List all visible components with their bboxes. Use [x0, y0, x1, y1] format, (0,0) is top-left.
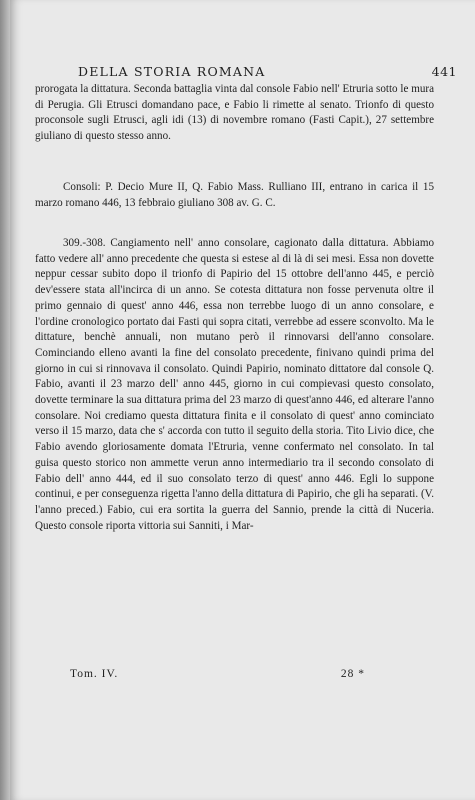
paragraph: prorogata la dittatura. Seconda battaglia vinta dal console Fabio nell' Etruria sotto le mura di Perugia. Gli Etrusci domandano pace, e Fabio li rimette al senato. Trionfo di questo proconsole sugli Etrusci, agli idi (13) di novembre romano (Fasti Capit.), 27 settembre giuliano di questo stesso anno.	[35, 83, 434, 143]
paragraph: 309.-308. Cangiamento nell' anno consolare, cagionato dalla dittatura. Abbiamo fatto vedere all' anno precedente che questa si estese al di là di sei mesi. Essa non dovette neppur cessar subito dopo il trionfo di Papirio del 15 ottobre dell'anno 445, e perciò dev'essere stata all'incirca di un anno. Se cotesta dittatura non fosse pervenuta oltre il primo gennaio di quest' anno 446, essa non terrebbe luogo di un anno consolare, e l'ordine cronologico portato dai Fasti qui sopra citati, verrebbe ad essere sconvolto. Ma le dittature, benchè annuali, non mutano però il rinnovarsi dell'anno consolare. Cominciando elleno avanti la fine del consolato precedente, finivano quindi prima del giorno in cui si rinnovava il consolato. Quindi Papirio, nominato dittatore dal console Q. Fabio, avanti il 23 marzo dell' anno 445, giorno in cui compievasi questo consolato, dovette terminare la sua dittatura prima del 23 marzo di quest'anno 446, ed alterare l'anno consolare. Noi crediamo questa dittatura finita e il consolato di quest' anno cominciato verso il 15 marzo, data che s' accorda con tutto il seguito della storia. Tito Livio dice, che Fabio avendo gloriosamente domata l'Etruria, venne confermato nel consolato. In tal guisa questo storico non ammette verun anno intermediario tra il secondo consolato di Fabio dell' anno 444, ed il suo consolato terzo di quest' anno 446. Egli lo suppone continui, e per conseguenza rigetta l'anno della dittatura di Papirio, che gli ha separati. (V. l'anno preced.) Fabio, cui era sortita la guerra del Sannio, prende la città di Nuceria. Questo console riporta vittoria sui Sanniti, i Mar-	[35, 237, 434, 532]
paragraph: Consoli: P. Decio Mure II, Q. Fabio Mass. Rulliano III, entrano in carica il 15 marzo romano 446, 13 febbraio giuliano 308 av. G. C.	[35, 181, 434, 209]
body-text-continuation	[35, 82, 434, 145]
page-number: 441	[431, 64, 457, 79]
page-footer	[70, 668, 365, 680]
consuls-entry	[35, 180, 434, 211]
book-gutter	[0, 0, 10, 800]
year-entry	[35, 236, 434, 534]
volume-label: Tom. IV.	[70, 668, 119, 680]
running-title: DELLA STORIA ROMANA	[78, 64, 266, 79]
running-header	[78, 64, 457, 79]
signature-mark: 28 *	[340, 668, 365, 680]
